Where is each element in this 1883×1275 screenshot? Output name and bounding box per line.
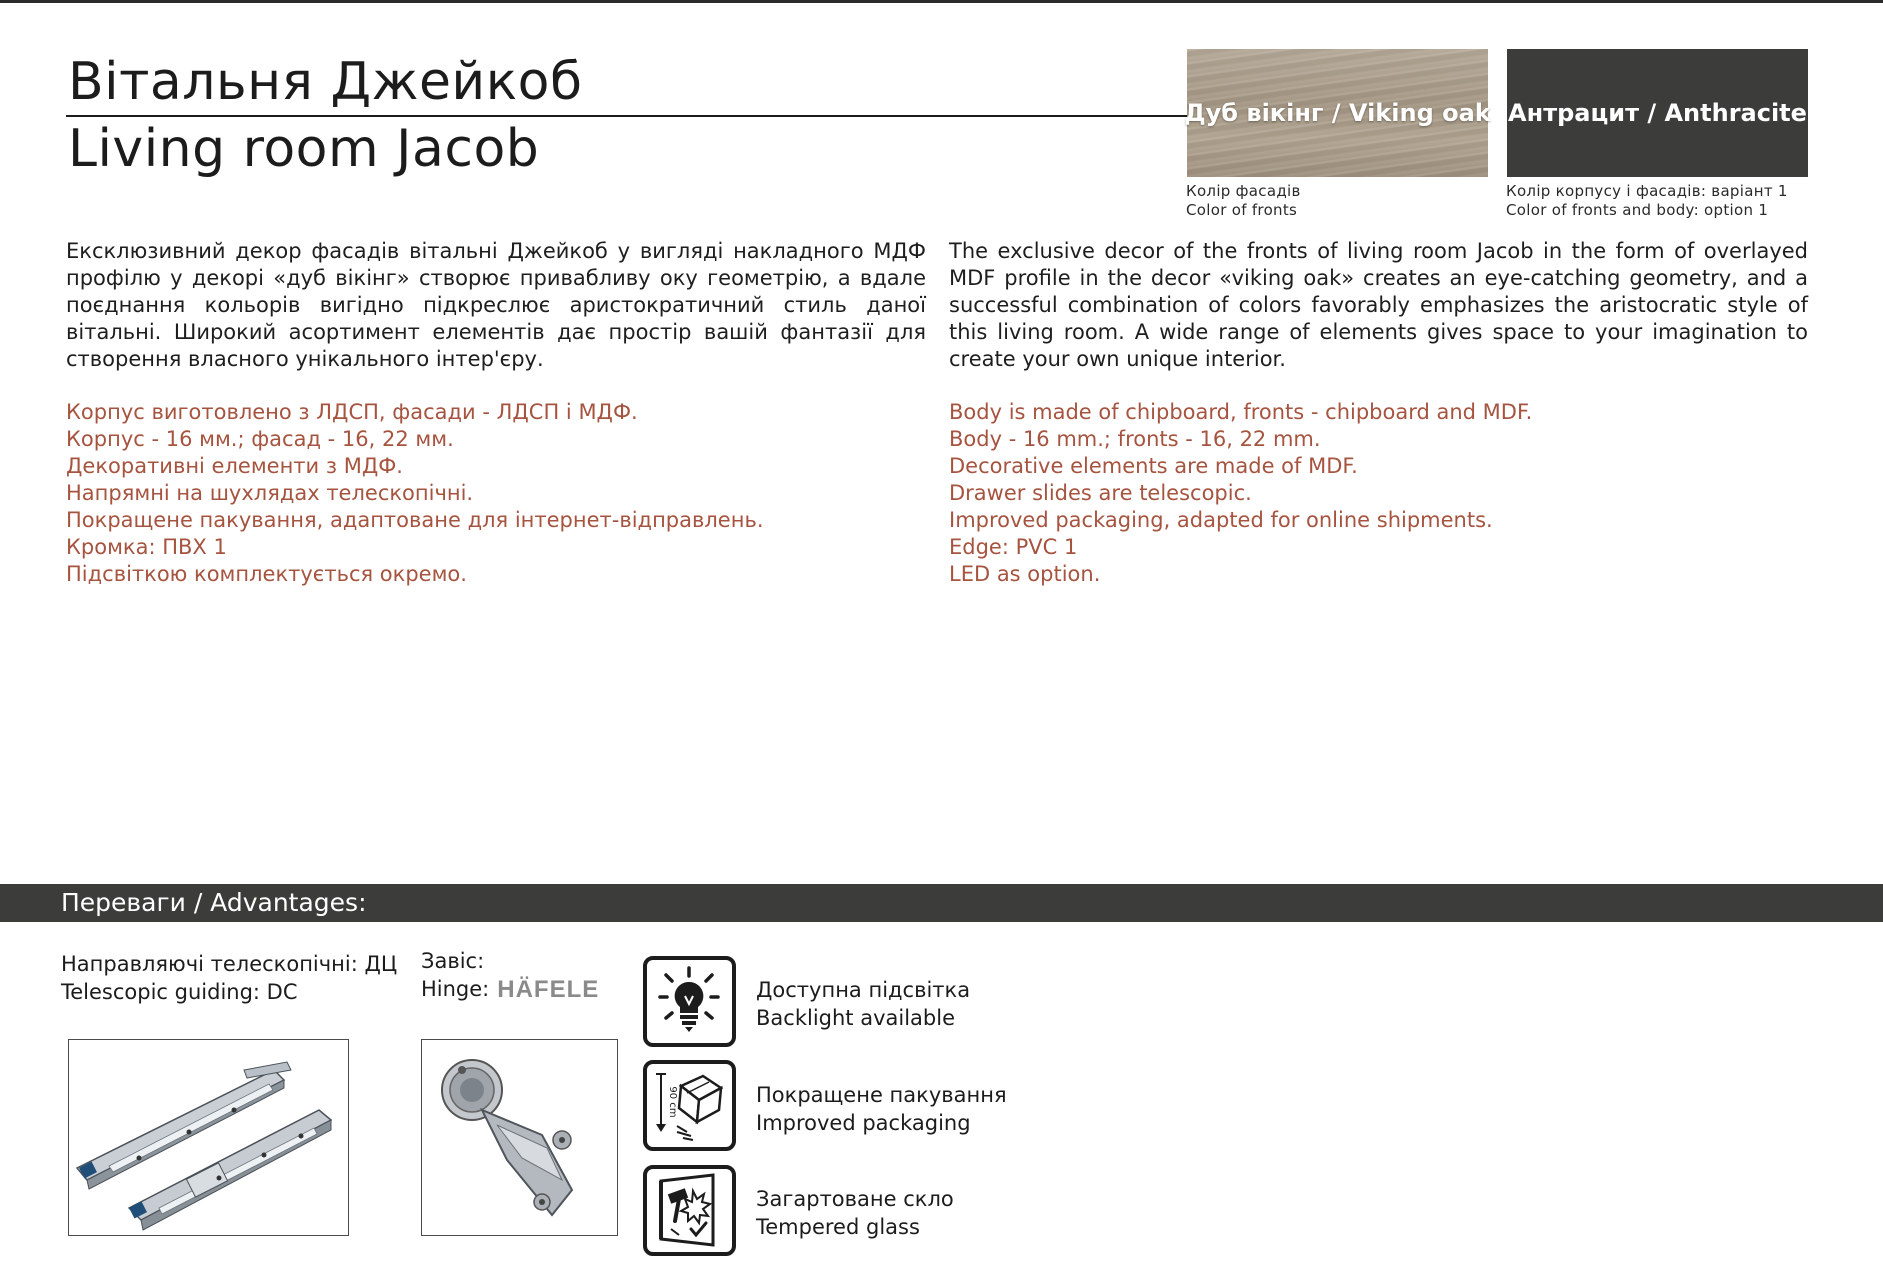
feature-item: Drawer slides are telescopic. [949,481,1252,505]
advantages-band [0,884,1883,922]
guides-caption-en: Telescopic guiding: DC [61,980,298,1004]
package-icon [643,1060,736,1151]
lightbulb-icon [643,956,736,1047]
features-list-en [949,399,1532,588]
hinge-caption-en-row [421,975,599,1004]
swatch-viking-oak-label: Дуб вікінг / Viking oak [1184,99,1491,127]
page-title-en: Living room Jacob [68,119,540,179]
tempered-glass-icon [643,1165,736,1256]
advantages-heading: Переваги / Advantages: [61,888,367,917]
hinge-photo [421,1039,618,1236]
swatch-anthracite-caption [1506,182,1788,220]
page-title-ua: Вітальня Джейкоб [68,52,583,112]
tempered-glass-label-en: Tempered glass [756,1215,920,1239]
swatch-viking-oak [1184,49,1491,177]
top-rule [0,0,1883,3]
hinge-caption-en: Hinge: [421,977,490,1001]
hinge-caption-ua: Завіс: [421,949,485,973]
feature-item: LED as option. [949,562,1101,586]
swatch-viking-oak-caption-ua: Колір фасадів [1186,182,1301,200]
feature-item: Edge: PVC 1 [949,535,1078,559]
feature-item: Напрямні на шухлядах телескопічні. [66,481,474,505]
swatch-anthracite-caption-ua: Колір корпусу і фасадів: варіант 1 [1506,182,1788,200]
feature-item: Підсвіткою комплектується окремо. [66,562,467,586]
feature-item: Decorative elements are made of MDF. [949,454,1358,478]
description-ua: Ексклюзивний декор фасадів вітальні Джейкоб у вигляді накладного МДФ профілю у декорі «дуб вікінг» створює привабливу оку геометрію, а вдале поєднання кольорів вигідно підкреслює аристократичний стиль даної вітальні. Широкий асортимент елементів дає простір вашій фантазії для створення власного унікального інтер'єру. [66,239,926,371]
swatch-anthracite-label: Антрацит / Anthracite [1508,99,1807,127]
features-list-ua [66,399,764,588]
backlight-label-en: Backlight available [756,1006,955,1030]
hafele-logo: HÄFELE [497,976,600,1003]
tempered-glass-label-ua: Загартоване скло [756,1187,954,1211]
feature-item: Improved packaging, adapted for online shipments. [949,508,1493,532]
feature-item: Корпус виготовлено з ЛДСП, фасади - ЛДСП і МДФ. [66,400,638,424]
feature-item: Корпус - 16 мм.; фасад - 16, 22 мм. [66,427,454,451]
hinge-image [422,1040,617,1235]
packaging-label-en: Improved packaging [756,1111,971,1135]
description-en: The exclusive decor of the fronts of living room Jacob in the form of overlayed MDF profile in the decor «viking oak» creates an eye-catching geometry, and a successful combination of colors favorably emphasizes the aristocratic style of this living room. A wide range of elements gives space to your imagination to create your own unique interior. [949,239,1808,371]
feature-item: Body is made of chipboard, fronts - chipboard and MDF. [949,400,1533,424]
guides-caption-ua: Направляючі телескопічні: ДЦ [61,952,398,976]
feature-item: Декоративні елементи з МДФ. [66,454,403,478]
backlight-label-ua: Доступна підсвітка [756,978,971,1002]
feature-item: Кромка: ПВХ 1 [66,535,227,559]
swatch-anthracite-caption-en: Color of fronts and body: option 1 [1506,201,1769,219]
packaging-label [756,1081,1007,1137]
swatch-anthracite [1507,49,1808,177]
telescopic-slides-image [69,1040,348,1235]
tempered-glass-label [756,1185,954,1241]
feature-item: Покращене пакування, адаптоване для інтернет-відправлень. [66,508,764,532]
slide-upper [77,1062,291,1189]
swatch-viking-oak-caption [1186,182,1301,220]
backlight-label [756,976,970,1032]
hinge-caption [421,947,599,1004]
guides-caption [61,950,397,1006]
feature-item: Body - 16 mm.; fronts - 16, 22 mm. [949,427,1321,451]
swatch-viking-oak-caption-en: Color of fronts [1186,201,1298,219]
telescopic-slides-photo [68,1039,349,1236]
package-icon-text: 90 cm [667,1086,678,1118]
packaging-label-ua: Покращене пакування [756,1083,1007,1107]
